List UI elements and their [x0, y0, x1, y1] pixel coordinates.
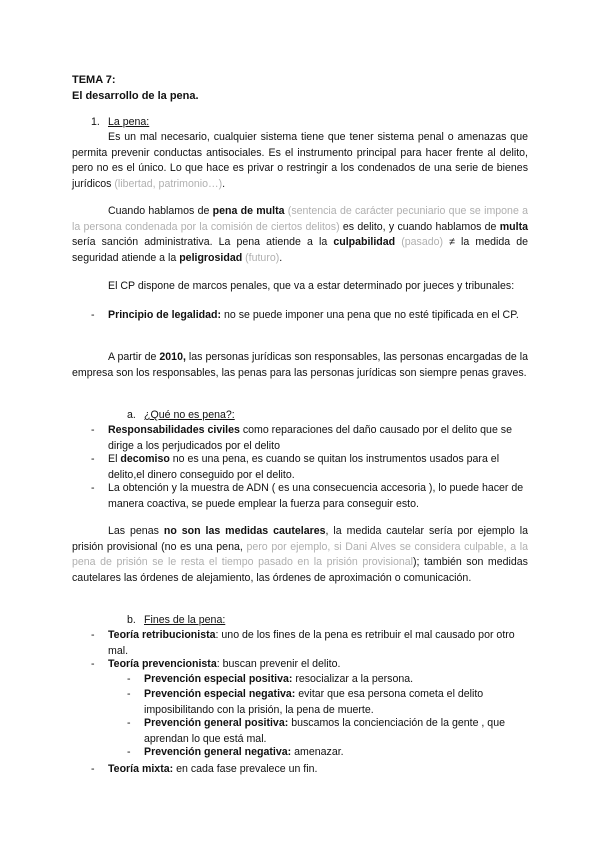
- document-heading: [72, 72, 532, 104]
- bullet-text-a: El: [108, 453, 121, 465]
- bullet-text: no se puede imponer una pena que no esté tipificada en el CP.: [221, 309, 519, 321]
- multa-end: .: [279, 251, 283, 264]
- bullet-text: : buscan prevenir el delito.: [216, 658, 341, 670]
- bullet-text: como reparaciones del daño causado por el delito que se dirige a los perjudicados por el delito: [108, 424, 512, 452]
- bullet-label: Teoría mixta:: [108, 763, 174, 775]
- bullet-adn: La obtención y la muestra de ADN ( es una consecuencia accesoria ), lo puede hacer de manera coactiva, se puede emplear la fuerza para conseguir esto.: [108, 482, 524, 510]
- section-b-number: b.: [127, 614, 136, 626]
- bullet-principio-legalidad: [108, 308, 528, 324]
- sub-bullet-dash: -: [127, 717, 131, 729]
- bullet-dash: -: [91, 763, 95, 775]
- multa-gray-pasado: (pasado): [395, 236, 444, 249]
- multa-text-e: sería sanción administrativa. La pena atiende a la: [72, 236, 334, 249]
- sub-bullet-label: Prevención general negativa:: [144, 746, 292, 758]
- definition-gray: (libertad, patrimonio…): [114, 177, 223, 190]
- heading-line-2: El desarrollo de la pena.: [72, 90, 199, 102]
- cautelares-bold: no son las medidas cautelares: [163, 525, 326, 537]
- pj-text-a: A partir de: [108, 351, 160, 363]
- bullet-label: Teoría retribucionista: [108, 629, 216, 641]
- pj-text-c: las personas jurídicas son responsables, las personas encargadas de la empresa son los responsables, las penas para las personas jurídicas son siempre penas graves.: [72, 351, 528, 379]
- bullet-label: Responsabilidades civiles: [108, 424, 240, 436]
- bullet-teoria-mixta: [108, 762, 528, 778]
- section-b-title: Fines de la pena:: [144, 614, 226, 626]
- sub-bullet-dash: -: [127, 688, 131, 700]
- sub-bullet-label: Prevención general positiva:: [144, 717, 289, 729]
- definition-text: Es un mal necesario, cualquier sistema tiene que tener sistema penal o amenazas que permita prevenir conductas antisociales. Es el instrumento principal para hacer frente al delito, pero no es el único. Lo que hace es privar o restringir a los condenados de una serie de bienes jurídicos: [72, 131, 528, 190]
- bullet-dash: -: [91, 453, 95, 465]
- multa-bold-pena: pena de multa: [212, 205, 285, 217]
- bullet-dash: -: [91, 309, 95, 321]
- sub-bullet-text: evitar que esa persona cometa el delito imposibilitando con la prisión, la pena de muerte.: [144, 688, 484, 716]
- bullet-label: Teoría prevencionista: [108, 658, 217, 670]
- paragraph-personas-juridicas: [72, 350, 528, 381]
- bullet-text: no es una pena, es cuando se quitan los instrumentos usados para el delito,el dinero conseguido por el delito.: [108, 453, 500, 481]
- bullet-label: Principio de legalidad:: [108, 309, 222, 321]
- sub-bullet-label: Prevención especial positiva:: [144, 673, 293, 685]
- bullet-dash: -: [91, 424, 95, 436]
- multa-gray-note: (sentencia de carácter pecuniario que se impone a la persona condenada por la comisión de ciertos delitos): [72, 205, 528, 233]
- section-a-number: a.: [127, 409, 136, 421]
- sub-bullet-text: buscamos la concienciación de la gente , que aprendan lo que está mal.: [144, 717, 505, 745]
- sub-bullet-especial-negativa: [144, 687, 528, 718]
- paragraph-multa: [72, 204, 528, 266]
- bullet-decomiso: [108, 452, 528, 483]
- bullet-dash: -: [91, 629, 95, 641]
- bullet-dash: -: [91, 482, 95, 494]
- multa-bold-multa: multa: [499, 220, 528, 233]
- paragraph-definition: [72, 130, 528, 192]
- section-a-title: ¿Qué no es pena?:: [144, 409, 235, 421]
- cautelares-text-d: ); también son medidas cautelares las órdenes de alejamiento, las órdenes de aproximación o comunicación.: [72, 556, 528, 584]
- bullet-teoria-retribucionista: [108, 628, 528, 659]
- bullet-text: en cada fase prevalece un fin.: [173, 763, 318, 775]
- sub-bullet-label: Prevención especial negativa:: [144, 688, 296, 700]
- section-1-number: 1.: [91, 116, 100, 128]
- bullet-label: decomiso: [120, 453, 170, 465]
- bullet-teoria-prevencionista: [108, 657, 528, 673]
- definition-end: .: [222, 177, 226, 190]
- bullet-responsabilidades-civiles: [108, 423, 528, 454]
- sub-bullet-general-negativa: [144, 745, 528, 761]
- sub-bullet-text: resocializar a la persona.: [292, 673, 414, 685]
- paragraph-medidas-cautelares: [72, 524, 528, 586]
- sub-bullet-general-positiva: [144, 716, 528, 747]
- multa-text-a: Cuando hablamos de: [108, 205, 213, 217]
- multa-bold-peligrosidad: peligrosidad: [179, 251, 243, 264]
- bullet-text: : uno de los fines de la pena es retribuir el mal causado por otro mal.: [108, 629, 515, 657]
- bullet-dash: -: [91, 658, 95, 670]
- cautelares-text-c: , la medida cautelar sería por ejemplo la prisión provisional (no es una pena,: [72, 525, 528, 553]
- section-1-title: La pena:: [108, 116, 150, 128]
- multa-gray-futuro: (futuro): [242, 251, 280, 264]
- pj-bold-year: 2010,: [159, 351, 186, 363]
- sub-bullet-dash: -: [127, 673, 131, 685]
- multa-text-g: ≠ la medida de seguridad atiende a la: [72, 236, 528, 264]
- cautelares-gray-note: pero por ejemplo, si Dani Alves se considera culpable, a la pena de prisión se le resta el tiempo pasado en la prisión provisional: [72, 540, 528, 569]
- heading-line-1: TEMA 7:: [72, 74, 116, 86]
- cautelares-text-a: Las penas: [108, 525, 164, 537]
- multa-text-c: es delito, y cuando hablamos de: [339, 220, 500, 233]
- multa-bold-culpabilidad: culpabilidad: [333, 236, 396, 249]
- sub-bullet-text: amenazar.: [291, 746, 344, 758]
- sub-bullet-especial-positiva: [144, 672, 528, 688]
- paragraph-marcos-penales: El CP dispone de marcos penales, que va a estar determinado por jueces y tribunales:: [108, 280, 515, 292]
- sub-bullet-dash: -: [127, 746, 131, 758]
